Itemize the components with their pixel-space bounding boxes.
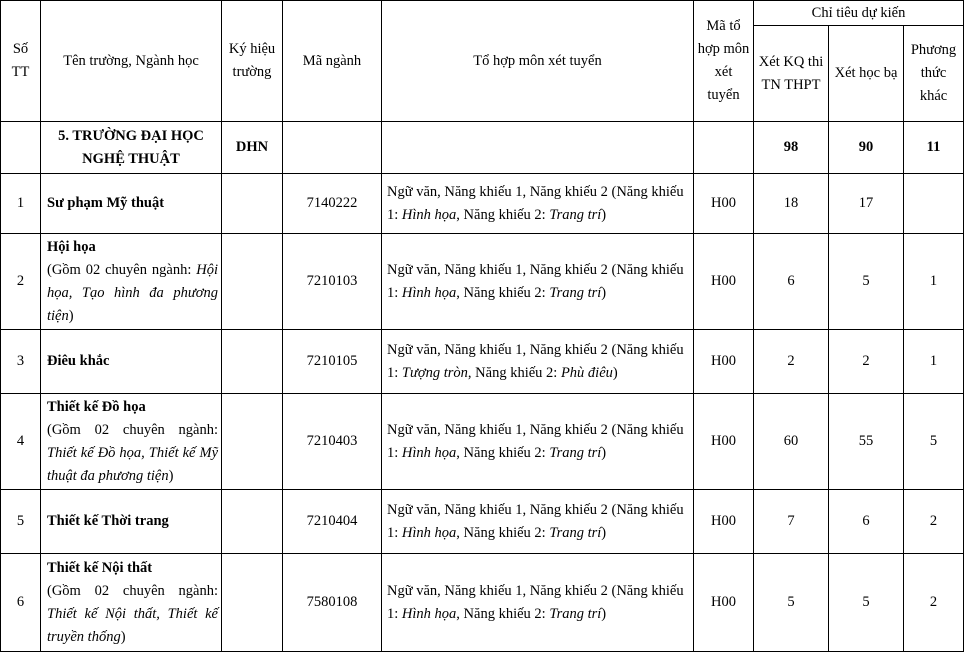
row-name-cell [41,330,222,394]
header-major-code: Mã ngành [283,1,382,122]
subjects-sep: , Năng khiếu 2: [456,206,550,223]
header-school-code: Ký hiệu trường [222,1,283,122]
subjects-text: Ngữ văn, Năng khiếu 1, Năng khiếu 2 (Năng khiếu 1: [387,421,684,461]
aptitude-2: Trang trí [549,605,602,622]
row-major-code: 7140222 [283,174,382,234]
row-quota-hocba: 6 [829,490,904,554]
aptitude-1: Tượng tròn [401,364,468,381]
row-quota-other: 5 [904,394,964,490]
row-major-code: 7210105 [283,330,382,394]
school-thpt: 98 [754,122,829,174]
major-note-suffix: ) [120,628,126,645]
school-name: 5. TRƯỜNG ĐẠI HỌC NGHỆ THUẬT [41,122,222,174]
row-quota-hocba: 2 [829,330,904,394]
aptitude-2: Trang trí [549,444,602,461]
subjects-sep: , Năng khiếu 2: [456,284,550,301]
row-subjects [382,554,694,652]
row-quota-other: 1 [904,330,964,394]
row-combo-code: H00 [694,394,754,490]
row-stt: 2 [1,234,41,330]
major-note-suffix: ) [68,307,74,324]
major-name: Thiết kế Đồ họa [47,398,146,415]
major-name: Hội họa [47,238,96,255]
row-stt: 3 [1,330,41,394]
row-school-code [222,554,283,652]
subjects-sep: , Năng khiếu 2: [456,444,550,461]
aptitude-1: Hình họa [401,444,457,461]
aptitude-2: Trang trí [549,206,602,223]
row-quota-thpt: 5 [754,554,829,652]
major-name: Thiết kế Thời trang [47,513,169,529]
row-quota-thpt: 18 [754,174,829,234]
row-stt: 4 [1,394,41,490]
major-note-suffix: ) [168,467,174,484]
header-quota-group: Chỉ tiêu dự kiến [754,1,964,26]
subjects-text: Ngữ văn, Năng khiếu 1, Năng khiếu 2 (Năng khiếu 1: [387,261,684,301]
major-name: Thiết kế Nội thất [47,559,153,576]
subjects-close: ) [601,206,607,223]
subjects-text: Ngữ văn, Năng khiếu 1, Năng khiếu 2 (Năng khiếu 1: [387,341,684,381]
row-school-code [222,174,283,234]
subjects-close: ) [612,364,618,381]
subjects-text: Ngữ văn, Năng khiếu 1, Năng khiếu 2 (Năng khiếu 1: [387,183,684,223]
row-name-cell [41,234,222,330]
table-row [1,174,964,234]
row-quota-thpt: 60 [754,394,829,490]
row-quota-other: 2 [904,554,964,652]
row-name-cell [41,554,222,652]
major-specializations: Hội họa, Tạo hình đa phương tiện [47,261,218,324]
row-school-code [222,490,283,554]
row-major-code: 7210403 [283,394,382,490]
row-quota-other: 1 [904,234,964,330]
header-stt: Số TT [1,1,41,122]
major-note [47,580,218,649]
subjects-close: ) [601,524,607,541]
row-school-code [222,234,283,330]
row-subjects [382,330,694,394]
row-subjects [382,234,694,330]
aptitude-2: Phù điêu [560,364,613,381]
row-subjects [382,490,694,554]
subjects-sep: , Năng khiếu 2: [456,605,550,622]
row-quota-hocba: 55 [829,394,904,490]
school-code: DHN [222,122,283,174]
row-quota-other [904,174,964,234]
school-combo [694,122,754,174]
aptitude-1: Hình họa [401,284,457,301]
row-major-code: 7210404 [283,490,382,554]
header-name: Tên trường, Ngành học [41,1,222,122]
row-subjects [382,394,694,490]
subjects-sep: , Năng khiếu 2: [467,364,561,381]
row-name-cell [41,394,222,490]
aptitude-1: Hình họa [401,524,457,541]
header-quota-other: Phương thức khác [904,26,964,122]
school-major-code [283,122,382,174]
subjects-sep: , Năng khiếu 2: [456,524,550,541]
major-name: Điêu khắc [47,353,110,369]
row-quota-hocba: 17 [829,174,904,234]
header-subject-combo: Tổ hợp môn xét tuyển [382,1,694,122]
row-quota-thpt: 7 [754,490,829,554]
school-row [1,122,964,174]
aptitude-1: Hình họa [401,605,457,622]
major-specializations: Thiết kế Nội thất, Thiết kế truyền thống [47,605,218,645]
major-note-prefix: (Gồm 02 chuyên ngành: [47,421,218,438]
table-row [1,554,964,652]
subjects-text: Ngữ văn, Năng khiếu 1, Năng khiếu 2 (Năng khiếu 1: [387,582,684,622]
table-row [1,330,964,394]
row-quota-thpt: 6 [754,234,829,330]
row-quota-other: 2 [904,490,964,554]
row-name-cell [41,174,222,234]
row-major-code: 7580108 [283,554,382,652]
major-note [47,419,218,488]
row-name-cell [41,490,222,554]
row-quota-hocba: 5 [829,554,904,652]
major-specializations: Thiết kế Đồ họa, Thiết kế Mỹ thuật đa phương tiện [47,444,218,484]
row-quota-hocba: 5 [829,234,904,330]
row-combo-code: H00 [694,490,754,554]
major-note-prefix: (Gồm 02 chuyên ngành: [47,582,218,599]
school-other: 11 [904,122,964,174]
major-rows [1,174,964,652]
row-major-code: 7210103 [283,234,382,330]
row-quota-thpt: 2 [754,330,829,394]
aptitude-2: Trang trí [549,284,602,301]
major-note [47,259,218,328]
subjects-close: ) [601,444,607,461]
row-school-code [222,330,283,394]
subjects-text: Ngữ văn, Năng khiếu 1, Năng khiếu 2 (Năng khiếu 1: [387,501,684,541]
row-combo-code: H00 [694,330,754,394]
subjects-close: ) [601,605,607,622]
row-stt: 1 [1,174,41,234]
table-row [1,490,964,554]
row-subjects [382,174,694,234]
school-stt [1,122,41,174]
row-stt: 6 [1,554,41,652]
aptitude-2: Trang trí [549,524,602,541]
row-school-code [222,394,283,490]
school-hocba: 90 [829,122,904,174]
table-row [1,234,964,330]
header-quota-thpt: Xét KQ thi TN THPT [754,26,829,122]
major-note-prefix: (Gồm 02 chuyên ngành: [47,261,197,278]
major-name: Sư phạm Mỹ thuật [47,195,165,211]
row-combo-code: H00 [694,234,754,330]
aptitude-1: Hình họa [401,206,457,223]
header-combo-code: Mã tổ hợp môn xét tuyển [694,1,754,122]
row-stt: 5 [1,490,41,554]
row-combo-code: H00 [694,174,754,234]
header-quota-hocba: Xét học bạ [829,26,904,122]
table-row [1,394,964,490]
row-combo-code: H00 [694,554,754,652]
school-subjects [382,122,694,174]
subjects-close: ) [601,284,607,301]
